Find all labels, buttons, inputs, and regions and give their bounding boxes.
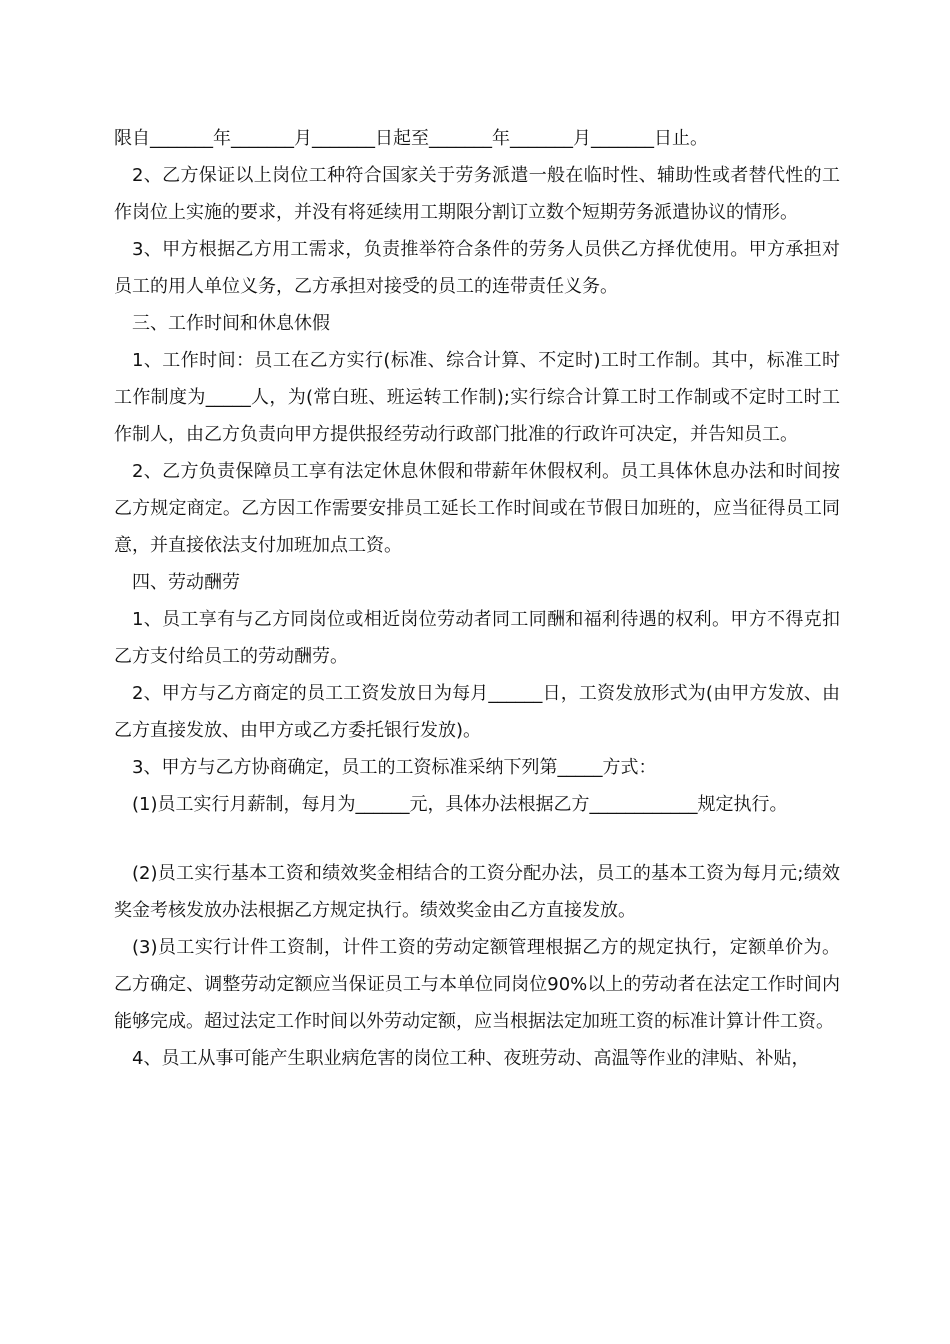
paragraph-remuneration-1: 1、员工享有与乙方同岗位或相近岗位劳动者同工同酬和福利待遇的权利。甲方不得克扣乙方支付给员工的劳动酬劳。 — [114, 609, 840, 667]
paragraph-work-time-2: 2、乙方负责保障员工享有法定休息休假和带薪年休假权利。员工具体休息办法和时间按乙方规定商定。乙方因工作需要安排员工延长工作时间或在节假日加班的，应当征得员工同意，并直接依法支付加班加点工资。 — [114, 461, 840, 556]
paragraph-clause-3-1: 3、甲方根据乙方用工需求，负责推举符合条件的劳务人员供乙方择优使用。甲方承担对员工的用人单位义务，乙方承担对接受的员工的连带责任义务。 — [114, 239, 840, 297]
paragraph-option-2: (2)员工实行基本工资和绩效奖金相结合的工资分配办法，员工的基本工资为每月元;绩效奖金考核发放办法根据乙方规定执行。绩效奖金由乙方直接发放。 — [114, 863, 840, 921]
section-heading-work-time: 三、工作时间和休息休假 — [132, 313, 330, 334]
paragraph-remuneration-4: 4、员工从事可能产生职业病危害的岗位工种、夜班劳动、高温等作业的津贴、补贴， — [132, 1048, 810, 1069]
paragraph-option-1: (1)员工实行月薪制，每月为______元，具体办法根据乙方____________规定执行。 — [132, 794, 788, 815]
paragraph-work-time-1: 1、工作时间：员工在乙方实行(标准、综合计算、不定时)工时工作制。其中，标准工时工作制度为_____人，为(常白班、班运转工作制);实行综合计算工时工作制或不定时工时工作制人，由乙方负责向甲方提供报经劳动行政部门批准的行政许可决定，并告知员工。 — [114, 350, 840, 445]
paragraph-remuneration-3: 3、甲方与乙方协商确定，员工的工资标准采纳下列第_____方式： — [132, 757, 657, 778]
section-heading-remuneration: 四、劳动酬劳 — [132, 572, 240, 593]
paragraph-clause-2-1: 2、乙方保证以上岗位工种符合国家关于劳务派遣一般在临时性、辅助性或者替代性的工作岗位上实施的要求，并没有将延续用工期限分割订立数个短期劳务派遣协议的情形。 — [114, 165, 840, 223]
document-body — [114, 120, 840, 1077]
paragraph-date-range: 限自_______年_______月_______日起至_______年_______月_______日止。 — [114, 128, 708, 149]
paragraph-remuneration-2: 2、甲方与乙方商定的员工工资发放日为每月______日，工资发放形式为(由甲方发放、由乙方直接发放、由甲方或乙方委托银行发放)。 — [114, 683, 840, 741]
paragraph-option-3: (3)员工实行计件工资制，计件工资的劳动定额管理根据乙方的规定执行，定额单价为。乙方确定、调整劳动定额应当保证员工与本单位同岗位90%以上的劳动者在法定工作时间内能够完成。超过法定工作时间以外劳动定额，应当根据法定加班工资的标准计算计件工资。 — [114, 937, 840, 1032]
